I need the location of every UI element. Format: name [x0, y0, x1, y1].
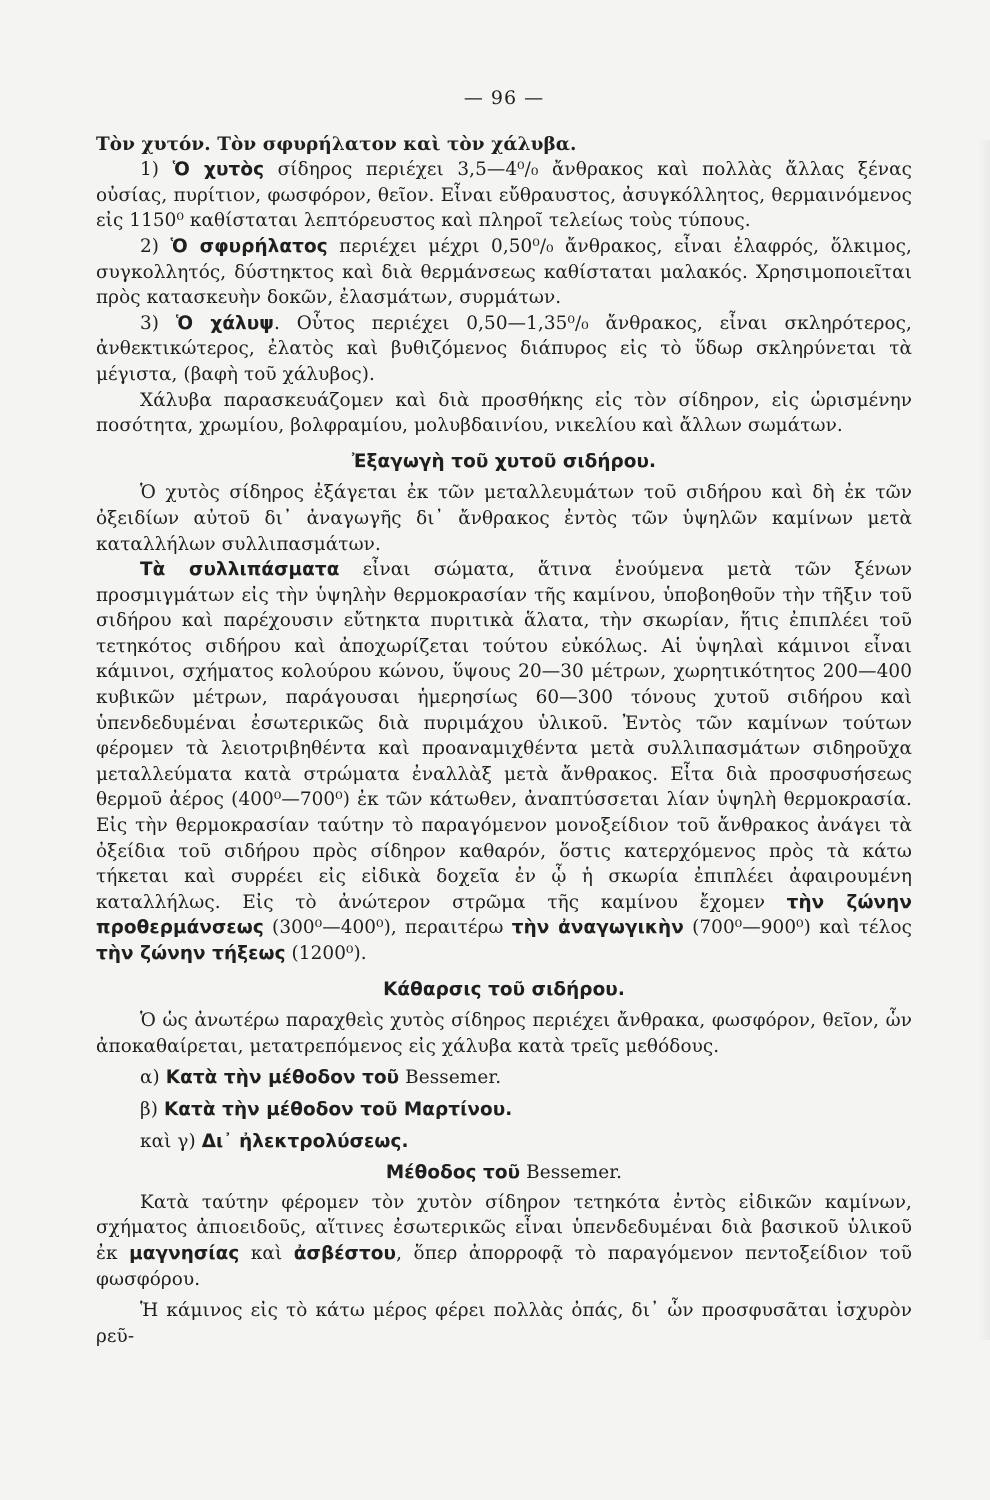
method-a: [96, 1065, 912, 1091]
bessemer-term-magnesia: μαγνησίας: [129, 1242, 240, 1264]
item1-text: σίδηρος περιέχει 3,5—4⁰/₀ ἄνθρακος καὶ πολλὰς ἄλλας ξένας οὐσίας, πυρίτιον, φωσφόρον, θεῖον. Εἶναι εὔθραυστος, ἀσυγκόλλητος, θερμαινόμενος εἰς 1150⁰ καθίσταται λεπτόρευστος καὶ πληροῖ τελείως τοὺς τύπους.: [96, 159, 912, 232]
method-b: [96, 1097, 912, 1123]
bessemer-heading: [96, 1160, 912, 1186]
bessemer-text: Κατὰ ταύτην φέρομεν τὸν χυτὸν σίδηρον τετηκότα ἐντὸς εἰδικῶν καμίνων, σχήματος ἀπιοειδοῦς, αἵτινες ἐσωτερικῶς εἶναι ὑπενδεδυμέναι διὰ βασικοῦ ὑλικοῦ ἐκ: [96, 1191, 912, 1264]
item2-prefix: 2): [140, 235, 171, 257]
bessemer-paragraph: [96, 1190, 912, 1292]
bessemer-term-lime: ἀσβέστου: [293, 1242, 397, 1264]
extraction-paragraph: Ὁ χυτὸς σίδηρος ἐξάγεται ἐκ τῶν μεταλλευμάτων τοῦ σιδήρου καὶ δὴ ἐκ τῶν ὀξειδίων αὐτοῦ δι᾽ ἀναγωγῆς δι᾽ ἄνθρακος ἐντὸς τῶν ὑψηλῶν καμίνων μετὰ καταλλήλων συλλιπασμάτων.: [96, 482, 912, 555]
zone-melting-range: (1200⁰).: [285, 943, 367, 964]
flux-paragraph: [96, 557, 912, 967]
purification-heading: Κάθαρσις τοῦ σιδήρου.: [383, 978, 625, 1000]
method-c-prefix: καὶ γ): [140, 1130, 202, 1152]
item3-prefix: 3): [140, 312, 176, 334]
page-number: — 96 —: [463, 87, 545, 109]
section-title-text: Τὸν χυτόν. Τὸν σφυρήλατον καὶ τὸν χάλυβα.: [96, 133, 577, 155]
method-c-bold: Δι᾽ ἠλεκτρολύσεως.: [201, 1130, 409, 1152]
item1-term: Ὁ χυτὸς: [172, 159, 265, 181]
flux-term: Τὰ συλλιπάσματα: [140, 559, 340, 581]
method-c: [96, 1129, 912, 1155]
method-b-prefix: β): [140, 1098, 164, 1120]
steel-paragraph: [96, 311, 912, 388]
bessemer-heading-name: Bessemer.: [520, 1162, 623, 1184]
zone-preheating: τὴν ζώνην προθερμάνσεως: [96, 891, 912, 939]
method-a-bold: Κατὰ τὴν μέθοδον τοῦ: [165, 1067, 400, 1089]
bessemer-heading-bold: Μέθοδος τοῦ: [385, 1162, 521, 1184]
page-edge-shadow: [978, 140, 990, 1340]
zone-reduction-range: (700⁰—900⁰) καὶ τέλος: [683, 917, 913, 939]
section-title: [96, 132, 912, 158]
zone-melting: τὴν ζώνην τήξεως: [96, 943, 286, 964]
furnace-paragraph: Ἡ κάμινος εἰς τὸ κάτω μέρος φέρει πολλὰς ὀπάς, δι᾽ ὧν προσφυσᾶται ἰσχυρὸν ρεῦ-: [96, 1300, 912, 1347]
bessemer-mid: καὶ: [239, 1242, 294, 1264]
wrought-iron-paragraph: [96, 234, 912, 311]
purification-paragraph: Ὁ ὡς ἀνωτέρω παραχθεὶς χυτὸς σίδηρος περιέχει ἄνθρακα, φωσφόρον, θεῖον, ὧν ἀποκαθαίρεται, μετατρεπόμενος εἰς χάλυβα κατὰ τρεῖς μεθόδους.: [96, 1010, 912, 1057]
item2-term: Ὁ σφυρήλατος: [170, 235, 328, 257]
zone-preheating-range: (300⁰—400⁰), περαιτέρω: [263, 917, 512, 939]
method-a-name: Bessemer.: [399, 1067, 502, 1089]
cast-iron-paragraph: [96, 157, 912, 234]
bessemer-end: , ὅπερ ἀπορροφᾷ τὸ παραγόμενον πεντοξείδιον τοῦ φωσφόρου.: [96, 1242, 912, 1290]
flux-text: εἶναι σώματα, ἅτινα ἑνούμενα μετὰ τῶν ξένων προσμιγμάτων εἰς τὴν ὑψηλὴν θερμοκρασίαν τῆς καμίνου, ὑποβοηθοῦν τὴν τῆξιν τοῦ σιδήρου καὶ παρέχουσιν εὔτηκτα πυριτικὰ ἅλατα, τὴν σκωρίαν, ἥτις ἐπιπλέει τοῦ τετηκότος σιδήρου καὶ ἀποχωρίζεται τούτου εὐκόλως. Αἱ ὑψηλαὶ κάμινοι εἶναι κάμινοι, σχήματος κολούρου κώνου, ὕψους 20—30 μέτρων, χωρητικότητος 200—400 κυβικῶν μέτρων, παράγουσαι ἡμερησίως 60—300 τόνους χυτοῦ σιδήρου καὶ ὑπενδεδυμέναι ἐσωτερικῶς διὰ πυριμάχου ὑλικοῦ. Ἐντὸς τῶν καμίνων τούτων φέρομεν τὰ λειοτριβηθέντα καὶ προαναμιχθέντα μετὰ συλλιπασμάτων σιδηροῦχα μεταλλεύματα κατὰ στρώματα ἐναλλὰξ μετὰ ἄνθρακος. Εἶτα διὰ προσφυσήσεως θερμοῦ ἀέρος (400⁰—700⁰) ἐκ τῶν κάτωθεν, ἀναπτύσσεται λίαν ὑψηλὴ θερμοκρασία. Εἰς τὴν θερμοκρασίαν ταύτην τὸ παραγόμενον μονοξείδιον τοῦ ἄνθρακος ἀνάγει τὰ ὀξείδια τοῦ σιδήρου πρὸς σίδηρον καθαρόν, ὅστις κατερχόμενος πρὸς τὰ κάτω τήκεται καὶ συρρέει εἰς εἰδικὰ δοχεῖα ἐν ᾧ ἡ σκωρία ἐπιπλέει ἀφαιρουμένη καταλλήλως. Εἰς τὸ ἀνώτερον στρῶμα τῆς καμίνου ἔχομεν: [96, 559, 912, 913]
extraction-heading: Ἐξαγωγὴ τοῦ χυτοῦ σιδήρου.: [351, 450, 657, 472]
zone-reduction: τὴν ἀναγωγικὴν: [511, 917, 684, 939]
method-b-bold: Κατὰ τὴν μέθοδον τοῦ Μαρτίνου.: [163, 1098, 513, 1120]
item3-text: . Οὗτος περιέχει 0,50—1,35⁰/₀ ἄνθρακος, εἶναι σκληρότερος, ἀνθεκτικώτερος, ἐλατὸς καὶ βυθιζόμενος διάπυρος εἰς τὸ ὕδωρ σκληρύνεται τὰ μέγιστα, (βαφὴ τοῦ χάλυβος).: [96, 312, 912, 385]
item3-term: Ὁ χάλυψ: [175, 312, 275, 334]
item1-prefix: 1): [140, 159, 173, 181]
steel-alloys-paragraph: Χάλυβα παρασκευάζομεν καὶ διὰ προσθήκης εἰς τὸν σίδηρον, εἰς ὡρισμένην ποσότητα, χρωμίου, βολφραμίου, μολυβδαινίου, νικελίου καὶ ἄλλων σωμάτων.: [96, 389, 912, 437]
method-a-prefix: α): [140, 1067, 166, 1089]
item2-text: περιέχει μέχρι 0,50⁰/₀ ἄνθρακος, εἶναι ἐλαφρός, ὅλκιμος, συγκολλητός, δύστηκτος καὶ διὰ θερμάνσεως καθίσταται μαλακός. Χρησιμοποιεῖται πρὸς κατασκευὴν δοκῶν, ἐλασμάτων, συρμάτων.: [96, 235, 912, 309]
